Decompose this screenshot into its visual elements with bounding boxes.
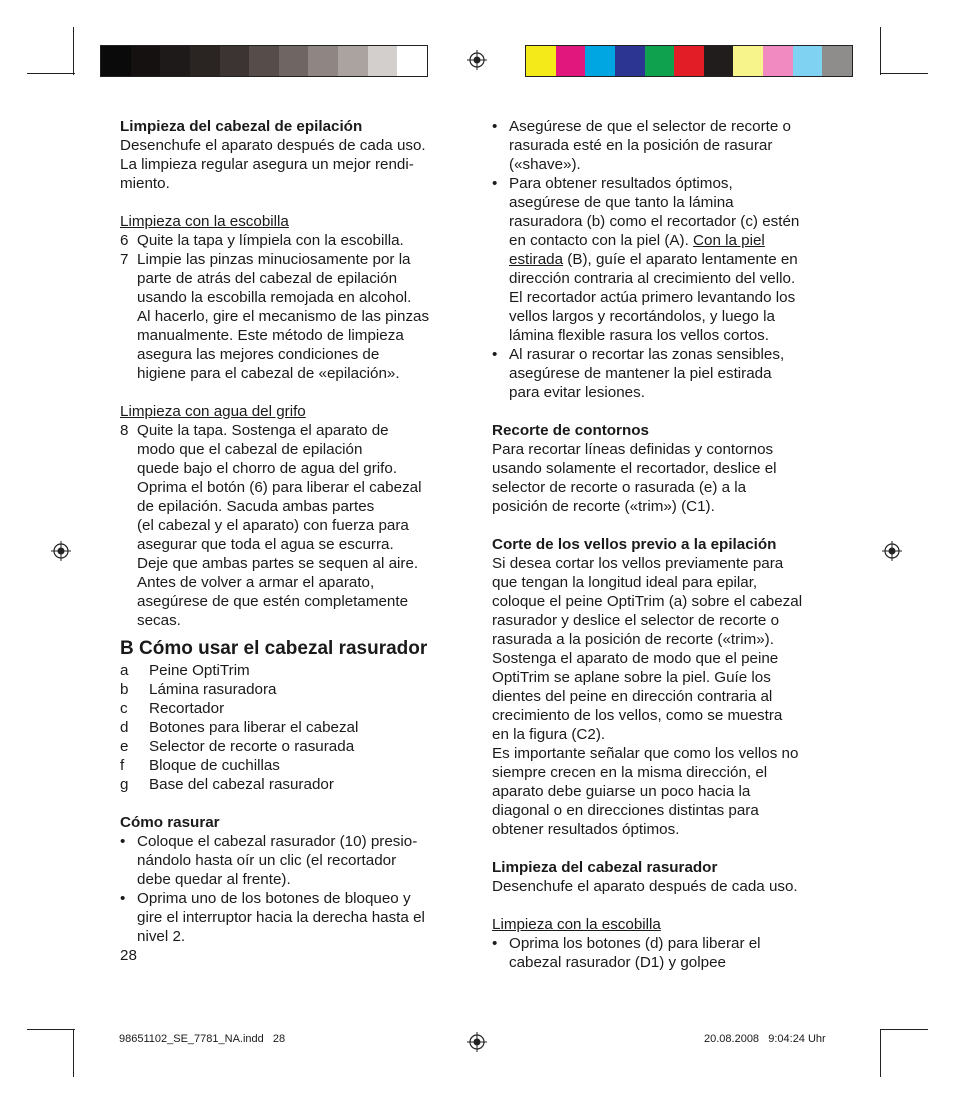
subsection-title: Limpieza con la escobilla: [492, 916, 661, 933]
color-swatch: [279, 46, 309, 76]
section-title: Corte de los vellos previo a la epilación: [492, 536, 777, 553]
crop-mark: [27, 1029, 75, 1030]
text-line: Desenchufe el aparato después de cada uso.: [492, 878, 798, 895]
color-swatch: [704, 46, 734, 76]
text-line: diagonal o en direcciones distintas para: [492, 802, 759, 819]
text-line: Desenchufe el aparato después de cada uso.: [120, 137, 426, 154]
subsection-title: Limpieza con la escobilla: [120, 213, 289, 230]
footer-file-name: 98651102_SE_7781_NA.indd 28: [119, 1033, 286, 1045]
footer-timestamp: 20.08.2008 9:04:24 Uhr: [704, 1033, 826, 1045]
crop-mark: [880, 1029, 881, 1077]
color-swatch: [674, 46, 704, 76]
color-swatch: [822, 46, 852, 76]
right-column: [492, 117, 842, 972]
section-title: Limpieza del cabezal de epilación: [120, 118, 363, 135]
process-color-bar: [525, 45, 853, 77]
text-line: OptiTrim se aplane sobre la piel. Guíe los: [492, 669, 771, 686]
color-swatch: [249, 46, 279, 76]
section-title: Recorte de contornos: [492, 422, 649, 439]
parts-list-item: c Recortador: [120, 700, 225, 717]
color-swatch: [526, 46, 556, 76]
color-swatch: [368, 46, 398, 76]
parts-list-item: g Base del cabezal rasurador: [120, 776, 334, 793]
text-line: selector de recorte o rasurada (e) a la: [492, 479, 747, 496]
color-swatch: [397, 46, 427, 76]
color-swatch: [763, 46, 793, 76]
bullet-item: • Oprima los botones (d) para liberar el cabezal rasurador (D1) y golpee: [492, 935, 761, 971]
bullet-item: • Para obtener resultados óptimos, asegúrese de que tanto la lámina rasuradora (b) como el recortador (c) estén en contacto con la piel (A). Con la piel estirada (B), guíe el aparato lentamente en dirección contraria al crecimiento del vello. El recortador actúa primero levantando los vellos largos y recortándolos, y luego la lámina flexible rasura los vellos cortos.: [492, 175, 800, 344]
color-swatch: [585, 46, 615, 76]
text-line: Para recortar líneas definidas y contornos: [492, 441, 774, 458]
parts-list-item: a Peine OptiTrim: [120, 662, 250, 679]
bullet-item: • Al rasurar o recortar las zonas sensibles, asegúrese de mantener la piel estirada para evitar lesiones.: [492, 346, 785, 401]
text-line: que tengan la longitud ideal para epilar,: [492, 574, 758, 591]
section-title: Limpieza del cabezal rasurador: [492, 859, 718, 876]
bullet-item: • Asegúrese de que el selector de recorte o rasurada esté en la posición de rasurar («shave»).: [492, 118, 791, 173]
text-line: usando solamente el recortador, deslice el: [492, 460, 777, 477]
text-line: siempre crecen en la misma dirección, el: [492, 764, 768, 781]
text-line: Si desea cortar los vellos previamente para: [492, 555, 784, 572]
text-line: aparato debe guiarse un poco hacia la: [492, 783, 751, 800]
bullet-item: • Coloque el cabezal rasurador (10) presio- nándolo hasta oír un clic (el recortador debe quedar al frente).: [120, 833, 418, 888]
chapter-heading: B Cómo usar el cabezal rasurador: [120, 638, 428, 659]
numbered-item: 8 Quite la tapa. Sostenga el aparato de modo que el cabezal de epilación quede bajo el chorro de agua del grifo. Oprima el botón (6) para liberar el cabezal de epilación. Sacuda ambas partes (el cabezal y el aparato) con fuerza para asegurar que toda el agua se escurra. Deje que ambas partes se sequen al aire. Antes de volver a armar el aparato, asegúrese de que estén completamente secas.: [120, 422, 422, 629]
color-swatch: [338, 46, 368, 76]
color-swatch: [220, 46, 250, 76]
text-line: coloque el peine OptiTrim (a) sobre el cabezal: [492, 593, 803, 610]
text-line: posición de recorte («trim») (C1).: [492, 498, 715, 515]
text-line: miento.: [120, 175, 170, 192]
text-line: en la figura (C2).: [492, 726, 606, 743]
grayscale-color-bar: [100, 45, 428, 77]
numbered-item: 7 Limpie las pinzas minuciosamente por la parte de atrás del cabezal de epilación usando la escobilla remojada en alcohol. Al hacerlo, gire el mecanismo de las pinzas manualmente. Este método de limpieza asegura las mejores condiciones de higiene para el cabezal de «epilación».: [120, 251, 430, 382]
text-line: Es importante señalar que como los vellos no: [492, 745, 799, 762]
bullet-item: • Oprima uno de los botones de bloqueo y gire el interruptor hacia la derecha hasta el nivel 2.: [120, 890, 425, 945]
crop-mark: [73, 27, 74, 75]
color-swatch: [556, 46, 586, 76]
numbered-item: 6 Quite la tapa y límpiela con la escobilla.: [120, 232, 404, 249]
crop-mark: [880, 1029, 928, 1030]
color-swatch: [308, 46, 338, 76]
registration-mark-icon: [882, 541, 902, 561]
text-line: dientes del peine en dirección contraria al: [492, 688, 773, 705]
text-line: obtener resultados óptimos.: [492, 821, 680, 838]
crop-mark: [73, 1029, 74, 1077]
crop-mark: [880, 73, 928, 74]
color-swatch: [615, 46, 645, 76]
subsection-title: Limpieza con agua del grifo: [120, 403, 306, 420]
color-swatch: [733, 46, 763, 76]
color-swatch: [793, 46, 823, 76]
left-column: [120, 117, 465, 965]
text-line: La limpieza regular asegura un mejor rendi-: [120, 156, 414, 173]
registration-mark-icon: [467, 50, 487, 70]
color-swatch: [645, 46, 675, 76]
section-title: Cómo rasurar: [120, 814, 220, 831]
registration-mark-icon: [467, 1032, 487, 1052]
text-line: rasurador y deslice el selector de recorte o: [492, 612, 780, 629]
page-number: 28: [120, 947, 137, 964]
crop-mark: [27, 73, 75, 74]
parts-list: [120, 661, 465, 794]
parts-list-item: e Selector de recorte o rasurada: [120, 738, 355, 755]
crop-mark: [880, 27, 881, 75]
color-swatch: [190, 46, 220, 76]
registration-mark-icon: [51, 541, 71, 561]
color-swatch: [101, 46, 131, 76]
color-swatch: [160, 46, 190, 76]
color-swatch: [131, 46, 161, 76]
text-line: rasurada a la posición de recorte («trim»).: [492, 631, 774, 648]
text-line: crecimiento de los vellos, como se muestra: [492, 707, 783, 724]
parts-list-item: b Lámina rasuradora: [120, 681, 277, 698]
parts-list-item: f Bloque de cuchillas: [120, 757, 280, 774]
parts-list-item: d Botones para liberar el cabezal: [120, 719, 359, 736]
text-line: Sostenga el aparato de modo que el peine: [492, 650, 779, 667]
